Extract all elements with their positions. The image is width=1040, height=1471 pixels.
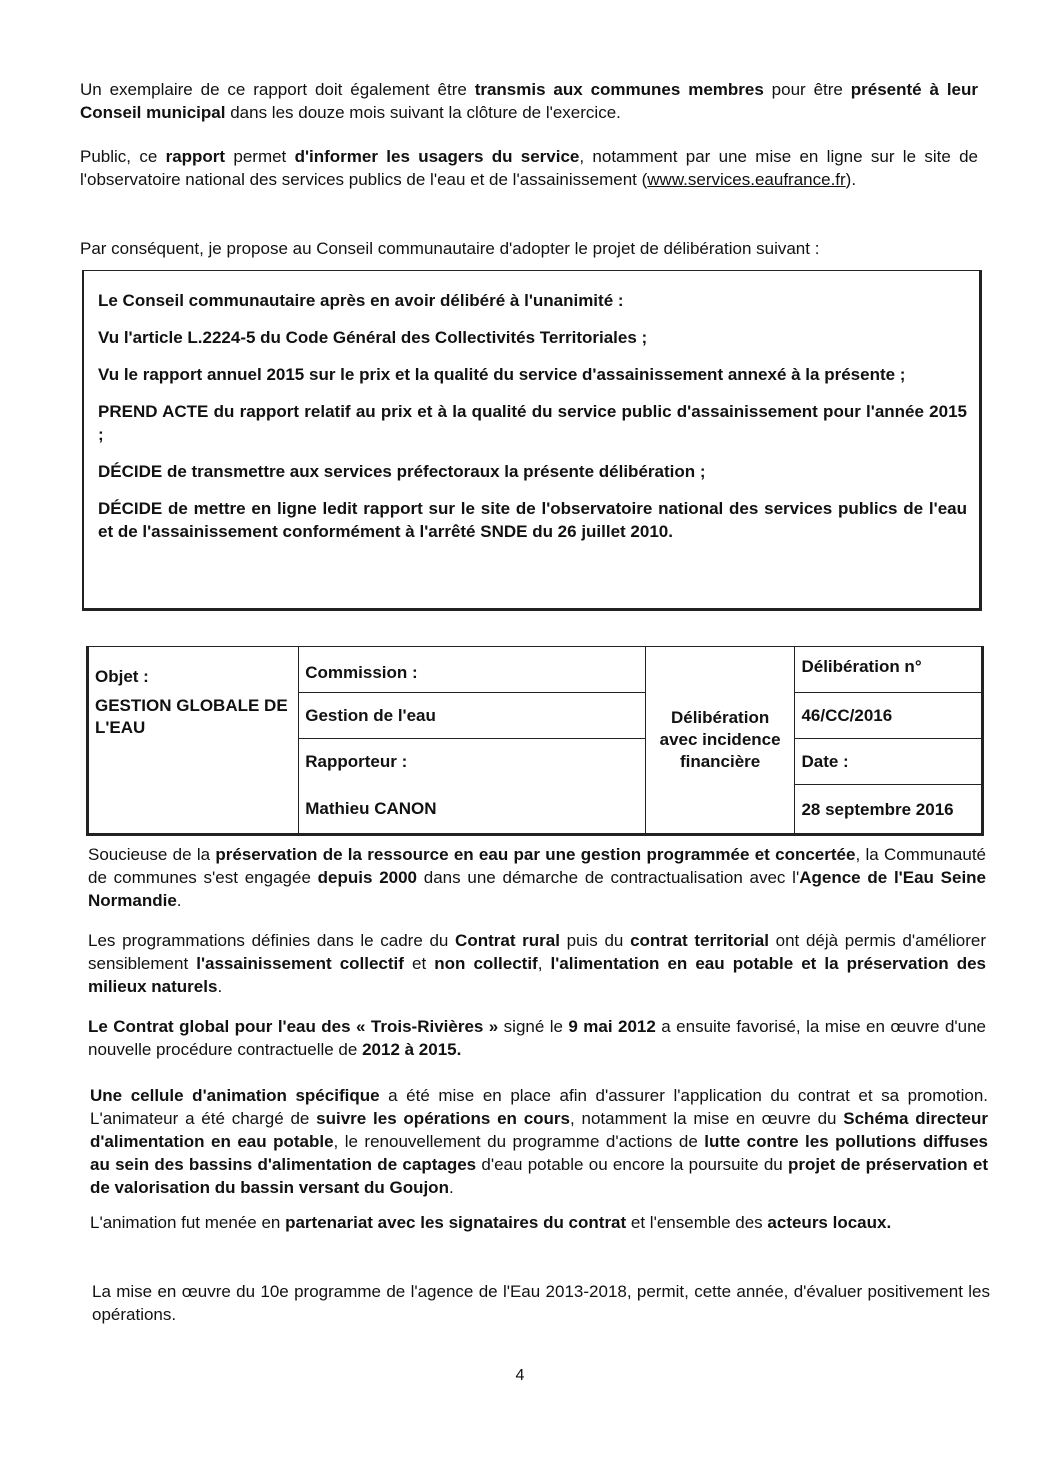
deliberation-line: Vu le rapport annuel 2015 sur le prix et la qualité du service d'assainissement annexé à la présente ;	[98, 365, 906, 384]
body-paragraph-3: Le Contrat global pour l'eau des « Trois-Rivières » signé le 9 mai 2012 a ensuite favorisé, la mise en œuvre d'une nouvelle procédure contractuelle de 2012 à 2015.	[88, 1017, 987, 1059]
body-paragraph-5: L'animation fut menée en partenariat avec les signataires du contrat et l'ensemble des acteurs locaux.	[90, 1213, 892, 1232]
deliberation-box	[82, 270, 982, 611]
body-paragraph-2: Les programmations définies dans le cadre du Contrat rural puis du contrat territorial ont déjà permis d'améliorer sensiblement l'assainissement collectif et non collectif, l'alimentation en eau potable et la préservation des milieux naturels.	[88, 931, 987, 996]
deliberation-line: DÉCIDE de mettre en ligne ledit rapport sur le site de l'observatoire national des services publics de l'eau et de l'assainissement conformément à l'arrêté SNDE du 26 juillet 2010.	[98, 499, 967, 541]
date-value: 28 septembre 2016	[795, 785, 983, 835]
objet-label: Objet :	[88, 647, 299, 693]
deliberation-line: Vu l'article L.2224-5 du Code Général des Collectivités Territoriales ;	[98, 328, 648, 347]
deliberation-meta-table	[86, 646, 984, 836]
deliberation-line: Le Conseil communautaire après en avoir délibéré à l'unanimité :	[98, 291, 624, 310]
intro-paragraph-1: Un exemplaire de ce rapport doit également être transmis aux communes membres pour être présenté à leur Conseil municipal dans les douze mois suivant la clôture de l'exercice.	[80, 80, 978, 122]
intro-paragraph-2: Public, ce rapport permet d'informer les usagers du service, notamment par une mise en ligne sur le site de l'observatoire national des services publics de l'eau et de l'assainissement (www.services.eaufrance.fr).	[80, 147, 978, 189]
date-label: Date :	[795, 739, 983, 785]
objet-value: GESTION GLOBALE DE L'EAU	[88, 693, 299, 835]
deliberation-line: DÉCIDE de transmettre aux services préfectoraux la présente délibération ;	[98, 462, 706, 481]
deliberation-number-label: Délibération n°	[795, 647, 983, 693]
page-number: 4	[515, 1367, 525, 1384]
rapporteur-value: Mathieu CANON	[299, 785, 645, 835]
body-paragraph-4: Une cellule d'animation spécifique a été mise en place afin d'assurer l'application du contrat et sa promotion. L'animateur a été chargé de suivre les opérations en cours, notamment la mise en œuvre du Schéma directeur d'alimentation en eau potable, le renouvellement du programme d'actions de lutte contre les pollutions diffuses au sein des bassins d'alimentation de captages d'eau potable ou encore la poursuite du projet de préservation et de valorisation du bassin versant du Goujon.	[90, 1086, 989, 1197]
commission-label: Commission :	[299, 647, 645, 693]
deliberation-number-value: 46/CC/2016	[795, 693, 983, 739]
intro-paragraph-3: Par conséquent, je propose au Conseil communautaire d'adopter le projet de délibération suivant :	[80, 239, 820, 258]
deliberation-line: PREND ACTE du rapport relatif au prix et à la qualité du service public d'assainissement pour l'année 2015 ;	[98, 402, 967, 444]
deliberation-type: Délibération avec incidence financière	[645, 647, 795, 835]
body-paragraph-1: Soucieuse de la préservation de la ressource en eau par une gestion programmée et concertée, la Communauté de communes s'est engagée depuis 2000 dans une démarche de contractualisation avec l'Agence de l'Eau Seine Normandie.	[88, 845, 987, 910]
commission-value: Gestion de l'eau	[299, 693, 645, 739]
observatoire-link[interactable]: www.services.eaufrance.fr	[647, 170, 846, 189]
body-paragraph-6: La mise en œuvre du 10e programme de l'agence de l'Eau 2013-2018, permit, cette année, d'évaluer positivement les opérations.	[92, 1282, 990, 1324]
rapporteur-label: Rapporteur :	[299, 739, 645, 785]
